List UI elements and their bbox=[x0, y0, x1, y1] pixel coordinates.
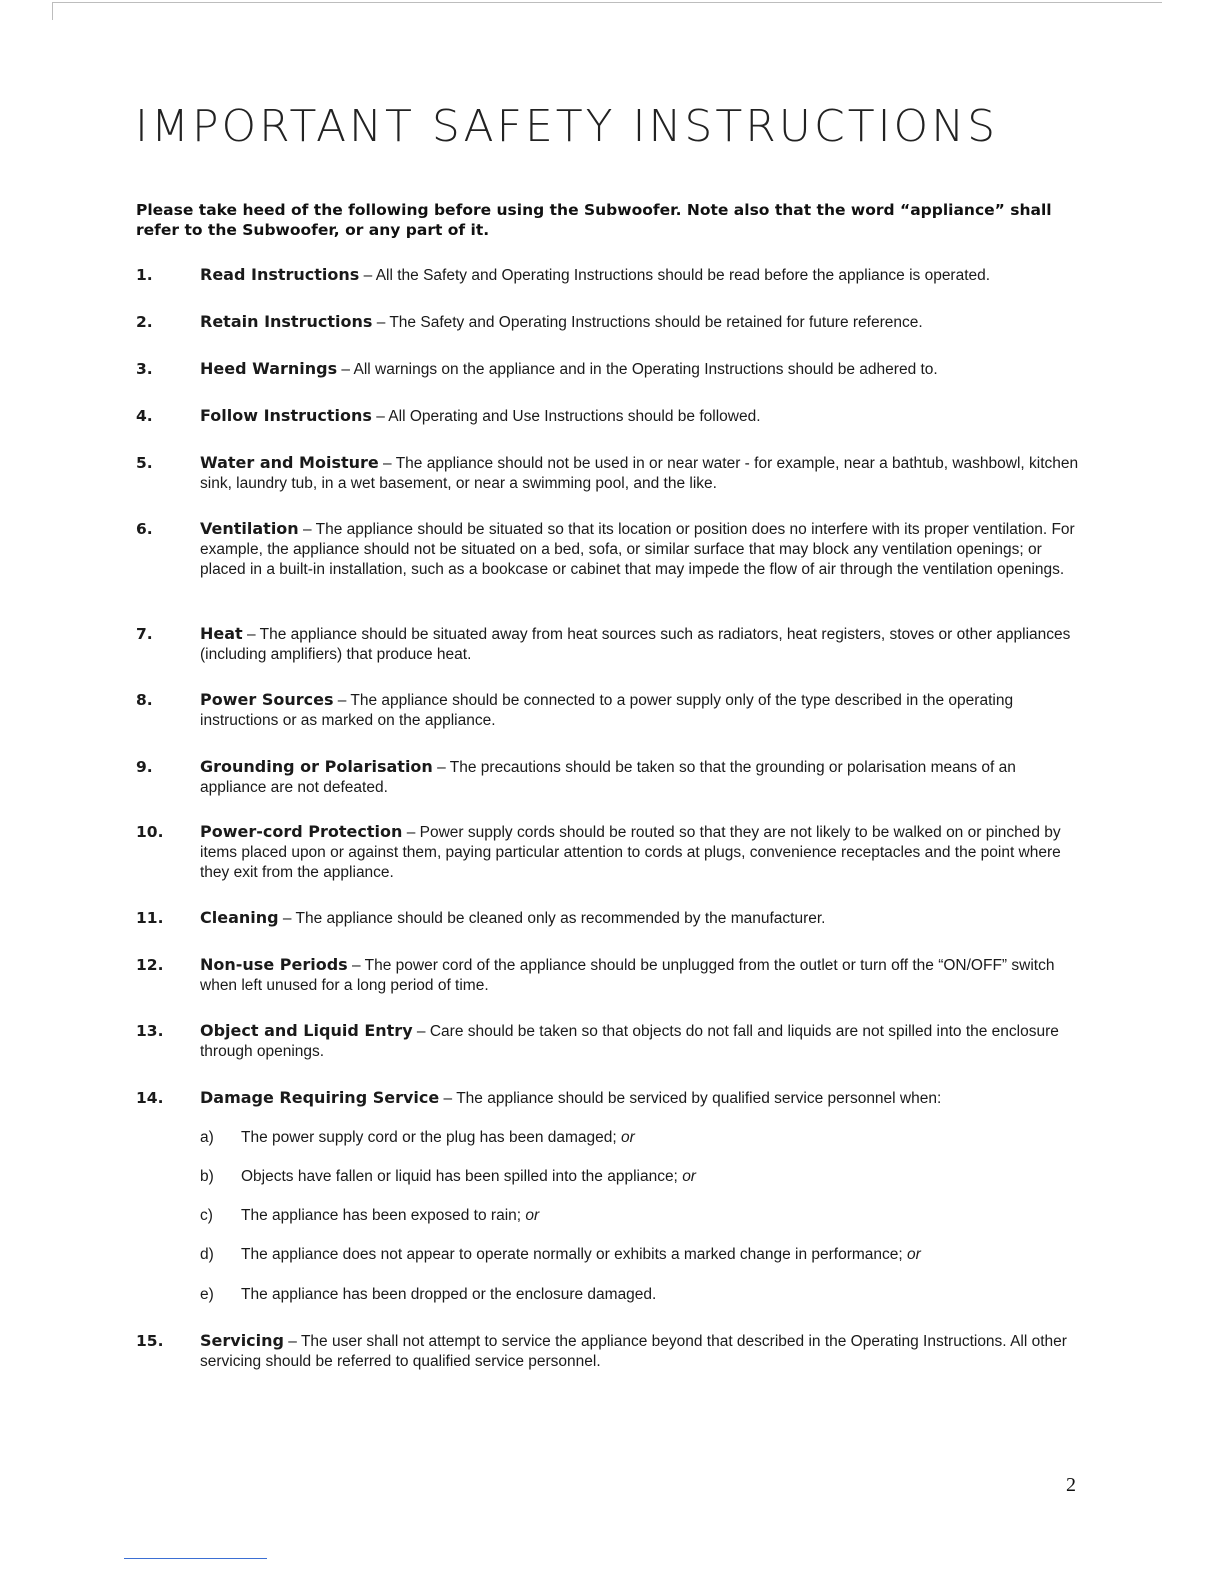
item-heading: Ventilation bbox=[200, 519, 299, 538]
item-heading: Power-cord Protection bbox=[200, 822, 403, 841]
item-number: 12. bbox=[136, 956, 164, 974]
item-number: 1. bbox=[136, 266, 153, 284]
sub-item-letter: e) bbox=[200, 1286, 214, 1303]
page-title: IMPORTANT SAFETY INSTRUCTIONS bbox=[135, 101, 999, 152]
scan-edge-bottom bbox=[124, 1558, 267, 1559]
item-text: The power cord of the appliance should be unplugged from the outlet or turn off the “ON/OFF” switch when left unused for a long period of time. bbox=[200, 957, 1055, 994]
item-number: 13. bbox=[136, 1022, 164, 1040]
item-text: The appliance should be connected to a power supply only of the type described in the operating instructions or as marked on the appliance. bbox=[200, 692, 1014, 729]
sub-item-letter: c) bbox=[200, 1207, 213, 1224]
item-text: The appliance should be cleaned only as recommended by the manufacturer. bbox=[295, 910, 826, 927]
item-heading: Power Sources bbox=[200, 690, 334, 709]
sub-item-text: The appliance has been exposed to rain; bbox=[241, 1207, 526, 1224]
item-number: 5. bbox=[136, 454, 153, 472]
item-number: 8. bbox=[136, 691, 153, 709]
item-number: 4. bbox=[136, 407, 153, 425]
scan-edge-top bbox=[52, 2, 1162, 3]
item-text: Care should be taken so that objects do not fall and liquids are not spilled into the enclosure through openings. bbox=[200, 1023, 1059, 1060]
item-number: 15. bbox=[136, 1332, 164, 1350]
item-heading: Damage Requiring Service bbox=[200, 1088, 440, 1107]
item-text: The user shall not attempt to service the appliance beyond that described in the Operating Instructions. All other servicing should be referred to qualified service personnel. bbox=[200, 1333, 1067, 1370]
sub-item-letter: a) bbox=[200, 1129, 214, 1146]
sub-item-text: Objects have fallen or liquid has been spilled into the appliance; bbox=[241, 1168, 683, 1185]
item-text: The precautions should be taken so that the grounding or polarisation means of an appliance are not defeated. bbox=[200, 759, 1016, 796]
sub-item-text: The appliance has been dropped or the enclosure damaged. bbox=[241, 1286, 657, 1303]
item-number: 6. bbox=[136, 520, 153, 538]
item-number: 11. bbox=[136, 909, 164, 927]
item-heading: Retain Instructions bbox=[200, 312, 373, 331]
item-text: All the Safety and Operating Instructions should be read before the appliance is operated. bbox=[375, 267, 991, 284]
item-heading: Grounding or Polarisation bbox=[200, 757, 433, 776]
item-number: 14. bbox=[136, 1089, 164, 1107]
item-heading: Heat bbox=[200, 624, 243, 643]
item-heading: Follow Instructions bbox=[200, 406, 372, 425]
item-number: 3. bbox=[136, 360, 153, 378]
item-heading: Water and Moisture bbox=[200, 453, 379, 472]
item-heading: Cleaning bbox=[200, 908, 279, 927]
item-heading: Non-use Periods bbox=[200, 955, 348, 974]
item-text: The appliance should be situated away from heat sources such as radiators, heat registers, stoves or other appliances (including amplifiers) that produce heat. bbox=[200, 626, 1071, 663]
item-number: 7. bbox=[136, 625, 153, 643]
sub-item-letter: b) bbox=[200, 1168, 214, 1185]
scan-edge-left bbox=[52, 2, 53, 20]
sub-item-letter: d) bbox=[200, 1246, 214, 1263]
item-heading: Object and Liquid Entry bbox=[200, 1021, 413, 1040]
item-text: All warnings on the appliance and in the Operating Instructions should be adhered to. bbox=[353, 361, 938, 378]
item-text: Power supply cords should be routed so that they are not likely to be walked on or pinched by items placed upon or against them, paying particular attention to cords at plugs, convenience receptacles and the point where they exit from the appliance. bbox=[200, 824, 1061, 881]
item-text: All Operating and Use Instructions should be followed. bbox=[388, 408, 761, 425]
item-text: The appliance should not be used in or near water - for example, near a bathtub, washbowl, kitchen sink, laundry tub, in a wet basement, or near a swimming pool, and the like. bbox=[200, 455, 1079, 492]
item-text: The appliance should be serviced by qualified service personnel when: bbox=[456, 1090, 942, 1107]
item-heading: Heed Warnings bbox=[200, 359, 338, 378]
item-text: The appliance should be situated so that its location or position does no interfere with its proper ventilation. For example, the appliance should not be situated on a bed, sofa, or similar surface that may block any ventilation openings; or placed in a built-in installation, such as a bookcase or cabinet that may impede the flow of air through the ventilation openings. bbox=[200, 521, 1075, 578]
sub-item-text: The power supply cord or the plug has been damaged; bbox=[241, 1129, 621, 1146]
item-number: 2. bbox=[136, 313, 153, 331]
item-text: The Safety and Operating Instructions should be retained for future reference. bbox=[389, 314, 923, 331]
item-heading: Servicing bbox=[200, 1331, 284, 1350]
item-number: 9. bbox=[136, 758, 153, 776]
intro-paragraph: Please take heed of the following before using the Subwoofer. Note also that the word “appliance” shall refer to the Subwoofer, or any part of it. bbox=[136, 201, 1052, 239]
sub-item-text: The appliance does not appear to operate normally or exhibits a marked change in performance; bbox=[241, 1246, 908, 1263]
item-heading: Read Instructions bbox=[200, 265, 360, 284]
item-number: 10. bbox=[136, 823, 164, 841]
page-number: 2 bbox=[1066, 1474, 1076, 1496]
